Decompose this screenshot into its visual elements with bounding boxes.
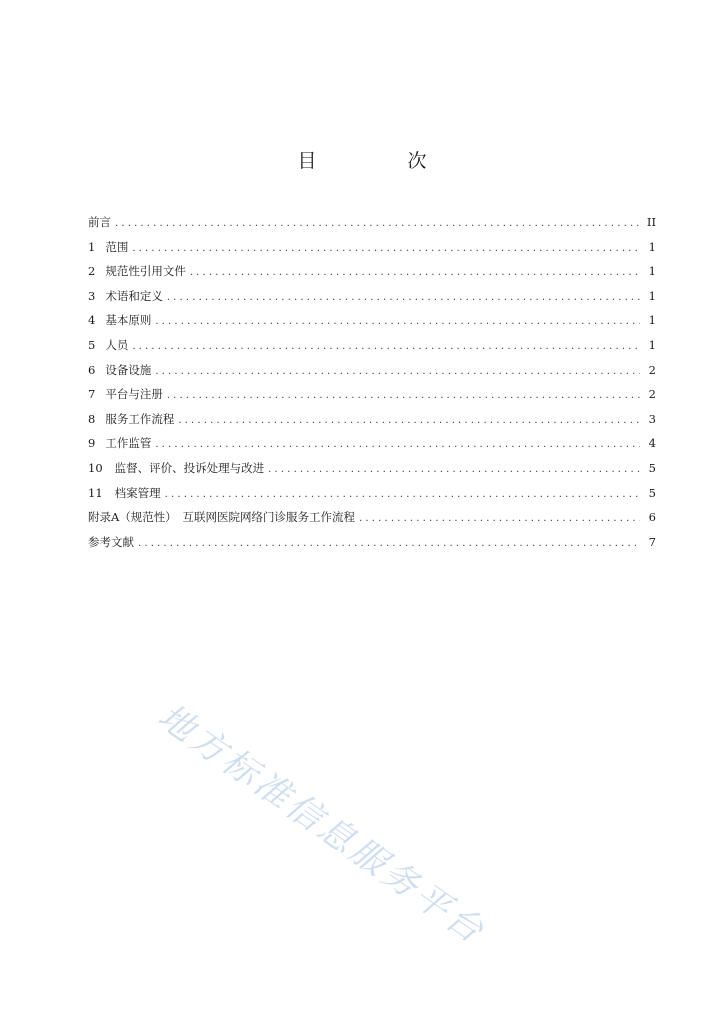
toc-leader-dots — [359, 505, 640, 532]
toc-item-label: 附录A（规范性） 互联网医院网络门诊服务工作流程 — [88, 510, 356, 525]
toc-item-page: 4 — [648, 436, 656, 451]
toc-item-foreword[interactable] — [88, 210, 656, 235]
toc-leader-dots — [115, 210, 640, 237]
toc-item-page: 1 — [648, 288, 656, 303]
toc-item-page: 1 — [648, 239, 656, 254]
toc-leader-dots — [268, 456, 640, 483]
toc-item-label: 工作监管 — [105, 436, 152, 451]
toc-item-label: 基本原则 — [105, 313, 152, 328]
toc-item-number: 2 — [88, 264, 96, 279]
toc-item-terms-definitions[interactable] — [88, 284, 656, 309]
watermark-text: 地方标准信息服务平台 — [150, 696, 493, 954]
toc-item-number: 7 — [88, 387, 96, 402]
toc-item-records-management[interactable] — [88, 481, 656, 506]
toc-leader-dots — [178, 407, 640, 434]
toc-item-label: 平台与注册 — [105, 387, 163, 402]
toc-item-number: 8 — [88, 411, 96, 426]
toc-item-label: 参考文献 — [88, 534, 134, 549]
toc-leader-dots — [132, 235, 640, 262]
toc-item-label: 范围 — [105, 239, 129, 254]
toc-item-number: 10 — [88, 460, 103, 475]
toc-leader-dots — [155, 358, 640, 385]
toc-leader-dots — [167, 382, 640, 409]
toc-leader-dots — [165, 481, 640, 508]
toc-item-personnel[interactable] — [88, 333, 656, 358]
toc-item-page: 5 — [648, 485, 656, 500]
toc-item-page: 2 — [648, 387, 656, 402]
toc-item-page: 3 — [648, 411, 656, 426]
toc-item-equipment-facilities[interactable] — [88, 358, 656, 383]
toc-item-work-supervision[interactable] — [88, 431, 656, 456]
toc-item-number: 1 — [88, 239, 96, 254]
toc-item-page: II — [646, 215, 656, 229]
toc-item-page: 2 — [648, 362, 656, 377]
toc-item-page: 1 — [648, 337, 656, 352]
toc-item-number: 3 — [88, 288, 96, 303]
toc-leader-dots — [155, 431, 640, 458]
toc-item-number: 6 — [88, 362, 96, 377]
toc-item-label: 规范性引用文件 — [105, 264, 186, 279]
toc-item-bibliography[interactable] — [88, 530, 656, 555]
toc-item-page: 1 — [648, 313, 656, 328]
toc-item-number: 11 — [88, 485, 103, 500]
toc-item-number: 4 — [88, 313, 96, 328]
toc-leader-dots — [138, 530, 640, 557]
toc-item-page: 7 — [648, 534, 656, 549]
toc-item-label: 服务工作流程 — [105, 411, 175, 426]
toc-item-label: 档案管理 — [114, 485, 161, 500]
toc-item-label: 人员 — [105, 337, 129, 352]
toc-item-page: 5 — [648, 460, 656, 475]
toc-item-platform-registration[interactable] — [88, 382, 656, 407]
table-of-contents — [88, 210, 656, 554]
toc-item-label: 术语和定义 — [105, 288, 163, 303]
toc-item-page: 6 — [648, 510, 656, 525]
toc-leader-dots — [190, 259, 640, 286]
toc-item-label: 前言 — [88, 215, 111, 229]
toc-leader-dots — [167, 284, 640, 311]
toc-leader-dots — [132, 333, 640, 360]
toc-item-normative-references[interactable] — [88, 259, 656, 284]
toc-item-supervision-evaluation[interactable] — [88, 456, 656, 481]
toc-item-number: 9 — [88, 436, 96, 451]
page-title: 目 次 — [297, 150, 463, 172]
toc-item-scope[interactable] — [88, 235, 656, 260]
toc-item-page: 1 — [648, 264, 656, 279]
toc-item-appendix-a[interactable] — [88, 505, 656, 530]
toc-item-label: 监督、评价、投诉处理与改进 — [114, 460, 265, 475]
toc-item-service-workflow[interactable] — [88, 407, 656, 432]
toc-item-number: 5 — [88, 337, 96, 352]
toc-item-basic-principles[interactable] — [88, 308, 656, 333]
toc-item-label: 设备设施 — [105, 362, 152, 377]
toc-leader-dots — [155, 308, 640, 335]
